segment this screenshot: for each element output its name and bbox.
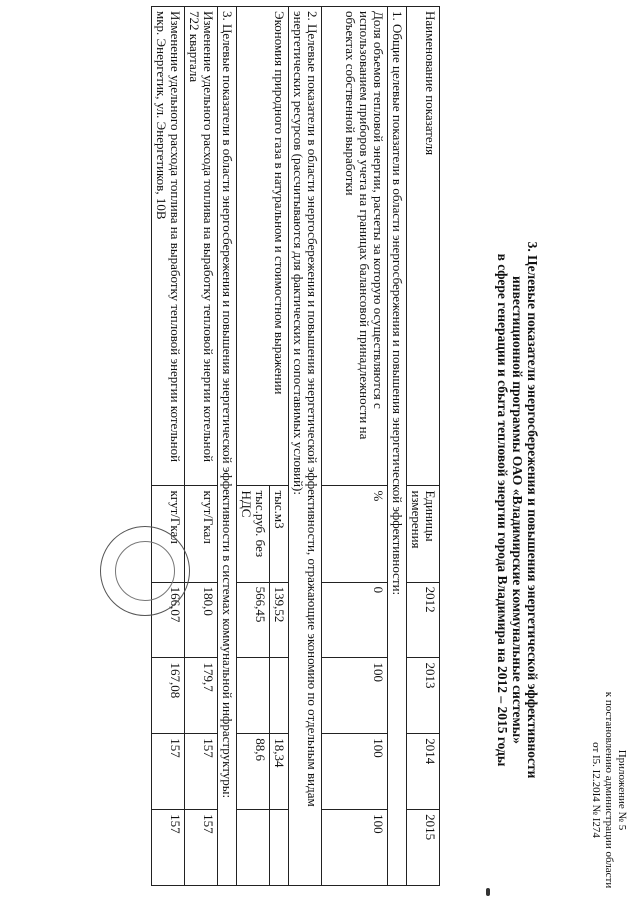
row2-a-2014: 18,34 <box>270 734 289 810</box>
row1-2013: 100 <box>322 658 388 734</box>
row2-b-2014: 88,6 <box>237 734 270 810</box>
row4-2012: 166,07 <box>152 582 185 658</box>
row2-b-2013 <box>237 658 270 734</box>
row1-unit: % <box>322 486 388 582</box>
row3-2013: 179,7 <box>185 658 218 734</box>
appendix-number: Приложение № 5 <box>616 749 628 831</box>
section-3-row <box>218 7 237 886</box>
header-row <box>407 7 440 886</box>
header-2014: 2014 <box>407 734 440 810</box>
section-1-row <box>388 7 407 886</box>
title-line-2: инвестиционной программы ОАО «Владимирские коммунальные системы» <box>510 276 525 744</box>
section-2-label: 2. Целевые показатели в области энергосбережения и повышения энергетической эффективности, отражающие экономию по отдельным видам энергетических ресурсов (рассчитываются для фактических и сопоставимых условий): <box>289 7 322 886</box>
row4-2014: 157 <box>152 734 185 810</box>
stamp-inner-ring <box>115 541 175 601</box>
row1-2012: 0 <box>322 582 388 658</box>
margin-mark <box>486 888 490 896</box>
row4-2013: 167,08 <box>152 658 185 734</box>
table-row <box>322 7 388 886</box>
row2-unit-b: тыс.руб. без НДС <box>237 486 270 582</box>
row3-name: Изменение удельного расхода топлива на выработку тепловой энергии котельной 722 квартала <box>185 7 218 486</box>
row3-unit: кгут/Гкал <box>185 486 218 582</box>
header-name: Наименование показателя <box>407 7 440 486</box>
row2-b-2012: 566,45 <box>237 582 270 658</box>
header-2012: 2012 <box>407 582 440 658</box>
row2-b-2015 <box>237 810 270 886</box>
document-title <box>495 160 540 860</box>
row2-a-2013 <box>270 658 289 734</box>
row3-2012: 180,0 <box>185 582 218 658</box>
table-row <box>270 7 289 886</box>
title-line-3: в сфере генерации и сбыта тепловой энергии города Владимира на 2012 – 2015 годы <box>495 253 510 767</box>
section-3-label: 3. Целевые показатели в области энергосбережения и повышения энергетической эффективности в системах коммунальной инфраструктуры: <box>218 7 237 886</box>
row3-2014: 157 <box>185 734 218 810</box>
row2-a-2012: 139,52 <box>270 582 289 658</box>
indicators-table <box>151 6 440 886</box>
row1-name: Доля объемов тепловой энергии, расчеты за которую осуществляются с использованием приборов учета на границах балансовой принадлежности на объектах собственной выработки <box>322 7 388 486</box>
row4-2015: 157 <box>152 810 185 886</box>
row4-unit-text: кгут/Гкал <box>168 490 183 544</box>
table-row <box>185 7 218 886</box>
header-2013: 2013 <box>407 658 440 734</box>
table-row <box>152 7 185 886</box>
row2-unit-a: тыс.м3 <box>270 486 289 582</box>
header-2015: 2015 <box>407 810 440 886</box>
title-line-1: 3. Целевые показатели энергосбережения и повышения энергетической эффективности <box>525 241 540 779</box>
row4-name: Изменение удельного расхода топлива на выработку тепловой энергии котельной мкр. Энергетик, ул. Энергетиков, 10В <box>152 7 185 486</box>
row2-a-2015 <box>270 810 289 886</box>
row2-name: Экономия природного газа в натуральном и стоимостном выражении <box>237 7 289 486</box>
row1-2014: 100 <box>322 734 388 810</box>
row1-2015: 100 <box>322 810 388 886</box>
appendix-date: от I5. I2.20I4 № I274 <box>590 742 602 838</box>
section-2-row <box>289 7 322 886</box>
section-1-label: 1. Общие целевые показатели в области энергосбережения и повышения энергетической эффективности: <box>388 7 407 886</box>
official-stamp <box>100 526 190 616</box>
row4-unit <box>152 486 185 582</box>
appendix-block <box>589 690 628 890</box>
header-unit: Единицы измерения <box>407 486 440 582</box>
appendix-reference: к постановлению администрации области <box>603 691 615 889</box>
row3-2015: 157 <box>185 810 218 886</box>
